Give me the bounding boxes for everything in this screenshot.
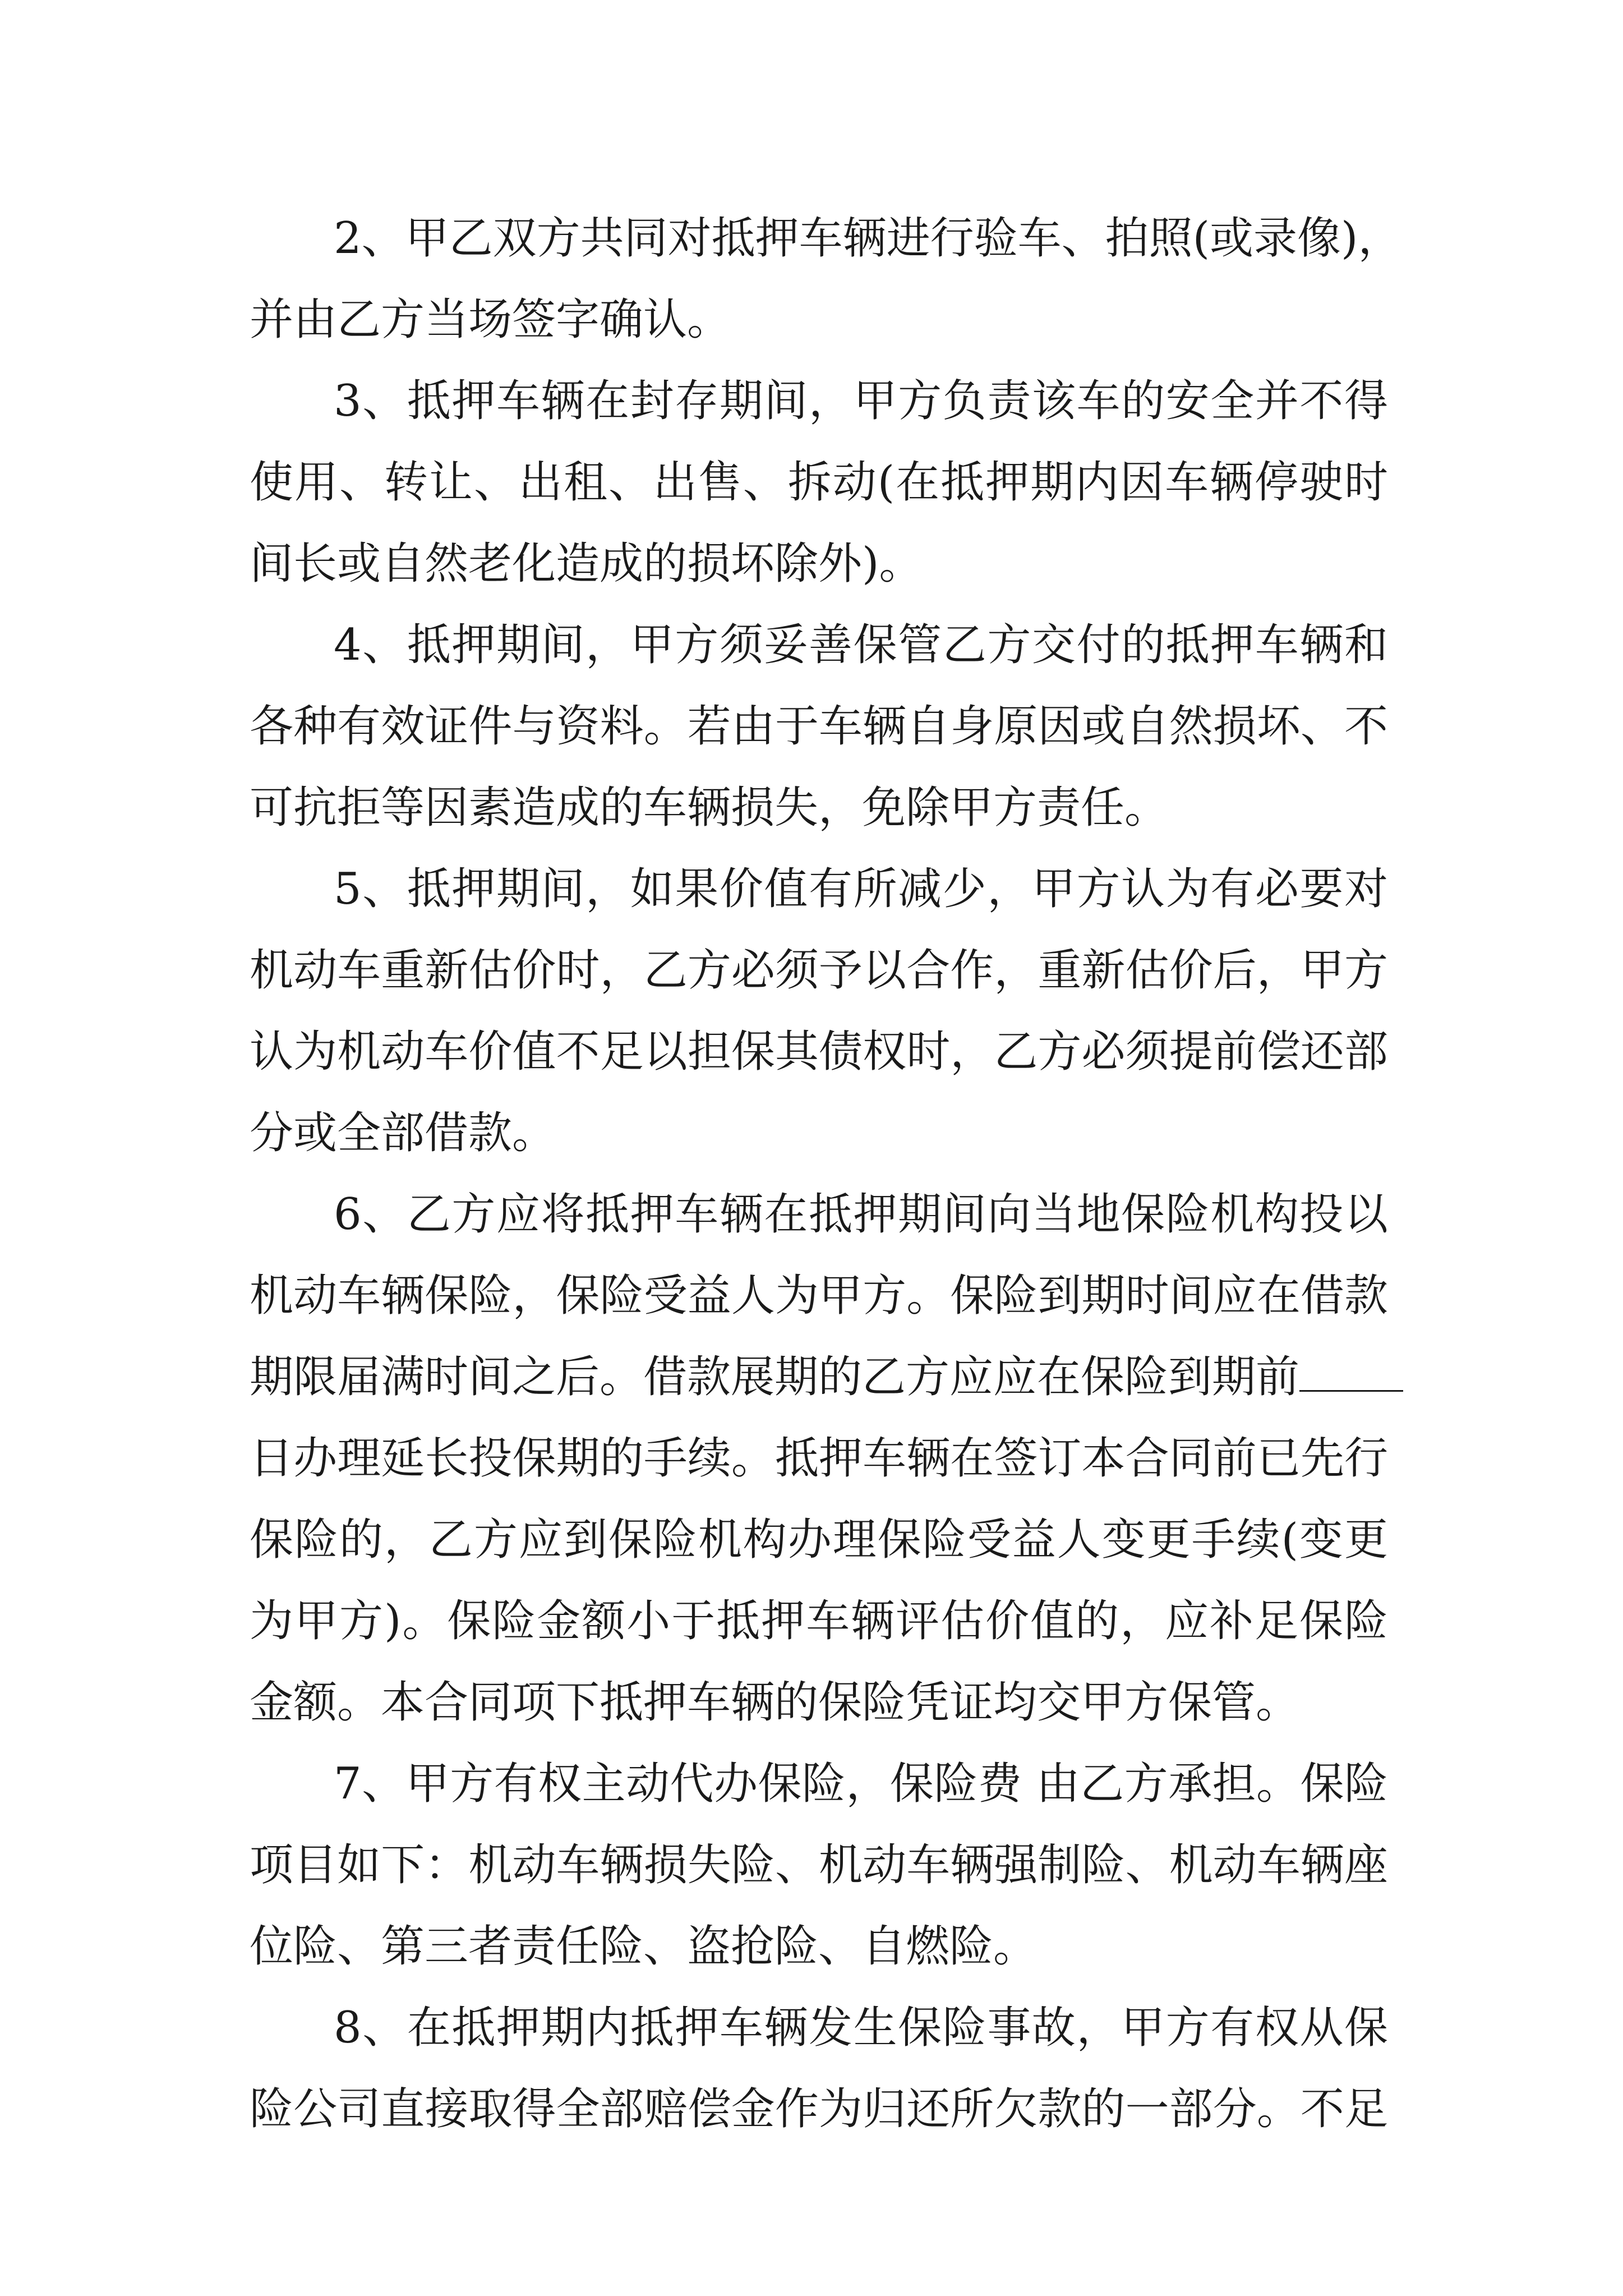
clause-6-line-5: 保险的，乙方应到保险机构办理保险受益人变更手续(变更 bbox=[250, 1515, 1388, 1565]
clause-6-line-2: 机动车辆保险，保险受益人为甲方。保险到期时间应在借款 bbox=[250, 1271, 1388, 1321]
clause-7-line-2: 项目如下：机动车辆损失险、机动车辆强制险、机动车辆座 bbox=[250, 1840, 1388, 1890]
clause-2-line-1: 2、甲乙双方共同对抵押车辆进行验车、拍照(或录像)， bbox=[334, 213, 1402, 264]
clause-5-line-4: 分或全部借款。 bbox=[250, 1108, 556, 1158]
clause-5-line-2: 机动车重新估价时，乙方必须予以合作，重新估价后，甲方 bbox=[250, 945, 1388, 996]
clause-4-line-1: 4、抵押期间，甲方须妥善保管乙方交付的抵押车辆和 bbox=[334, 620, 1388, 670]
fill-in-blank bbox=[1299, 1356, 1403, 1392]
clause-3-line-2: 使用、转让、出租、出售、拆动(在抵押期内因车辆停驶时 bbox=[250, 457, 1388, 508]
clause-7-line-1: 7、甲方有权主动代办保险，保险费 由乙方承担。保险 bbox=[334, 1759, 1388, 1809]
clause-4-line-3: 可抗拒等因素造成的车辆损失，免除甲方责任。 bbox=[250, 783, 1169, 833]
clause-4-line-2: 各种有效证件与资料。若由于车辆自身原因或自然损坏、不 bbox=[250, 701, 1388, 752]
clause-5-line-1: 5、抵押期间，如果价值有所减少，甲方认为有必要对 bbox=[334, 864, 1388, 914]
clause-6-line-3-text: 期限届满时间之后。借款展期的乙方应应在保险到期前 bbox=[250, 1352, 1300, 1402]
clause-5-line-3: 认为机动车价值不足以担保其债权时，乙方必须提前偿还部 bbox=[250, 1027, 1388, 1077]
clause-6-line-6: 为甲方)。保险金额小于抵押车辆评估价值的，应补足保险 bbox=[250, 1596, 1388, 1646]
clause-7-line-3: 位险、第三者责任险、盗抢险、自燃险。 bbox=[250, 1921, 1038, 1972]
clause-3-line-1: 3、抵押车辆在封存期间，甲方负责该车的安全并不得 bbox=[334, 376, 1388, 426]
clause-6-line-3 bbox=[250, 1343, 1388, 1411]
clause-8-line-2: 险公司直接取得全部赔偿金作为归还所欠款的一部分。不足 bbox=[250, 2084, 1388, 2134]
clause-2-line-2: 并由乙方当场签字确认。 bbox=[250, 295, 731, 345]
clause-3-line-3: 间长或自然老化造成的损坏除外)。 bbox=[250, 539, 923, 589]
clause-8-line-1: 8、在抵押期内抵押车辆发生保险事故，甲方有权从保 bbox=[334, 2003, 1388, 2053]
clause-6-line-7: 金额。本合同项下抵押车辆的保险凭证均交甲方保管。 bbox=[250, 1677, 1300, 1728]
clause-6-line-1: 6、乙方应将抵押车辆在抵押期间向当地保险机构投以 bbox=[334, 1189, 1388, 1240]
clause-6-line-4: 日办理延长投保期的手续。抵押车辆在签订本合同前已先行 bbox=[250, 1433, 1388, 1484]
